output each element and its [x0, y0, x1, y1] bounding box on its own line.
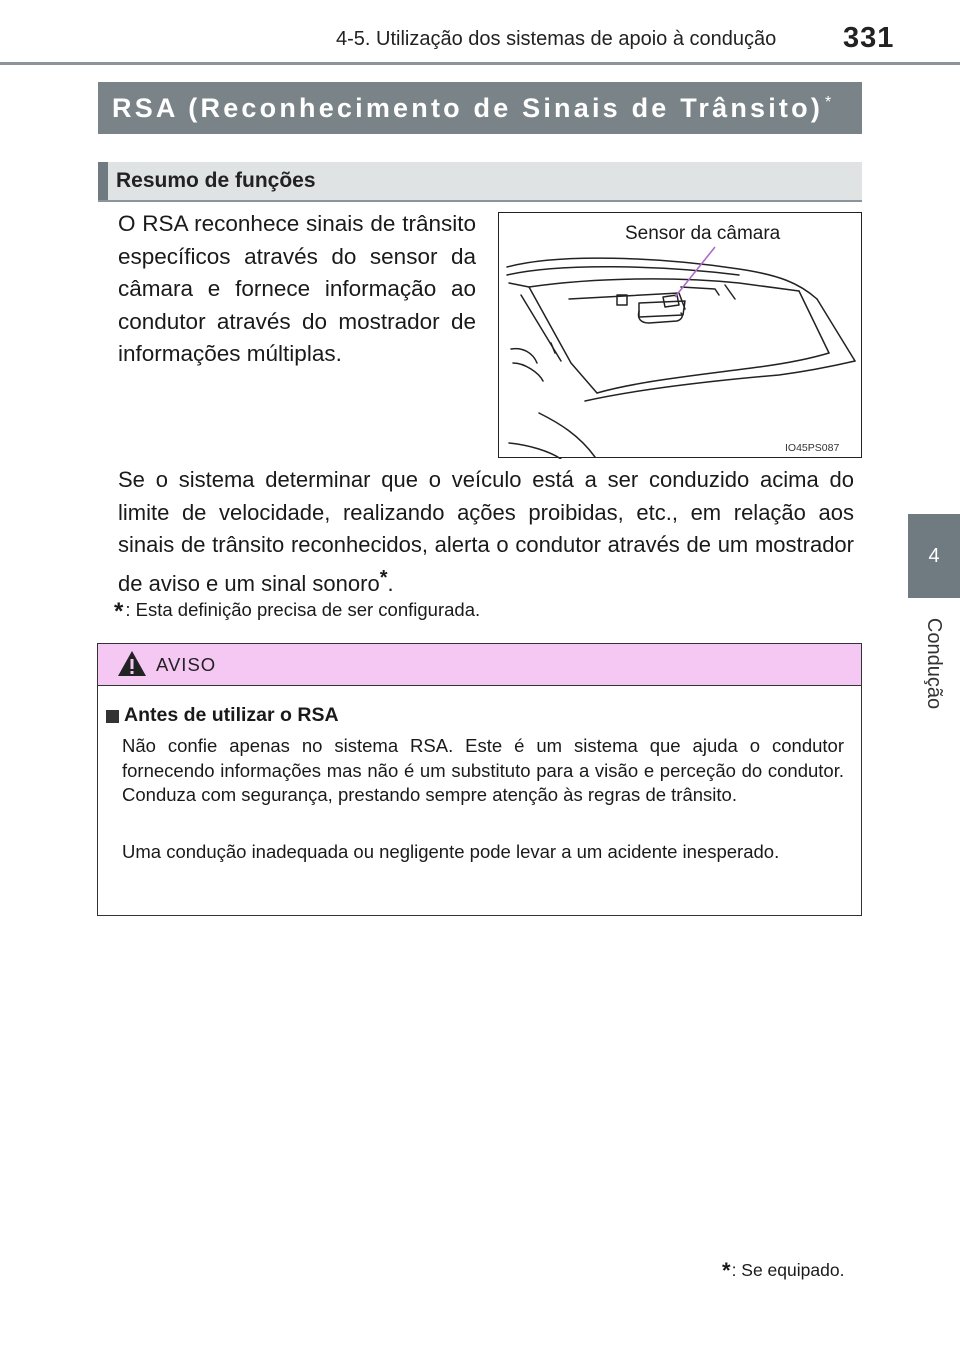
footer-marker: * [722, 1258, 731, 1283]
chapter-label-container [902, 608, 960, 718]
warning-triangle-icon [117, 650, 147, 678]
configuration-footnote [114, 598, 480, 626]
windshield-camera-illustration [498, 212, 862, 458]
page-title-text: RSA (Reconhecimento de Sinais de Trânsito) [112, 92, 824, 123]
section-heading-bar [98, 162, 862, 202]
footer-note: : Se equipado. [731, 1260, 845, 1280]
title-marker: * [825, 93, 835, 111]
intro-paragraph: O RSA reconhece sinais de trânsito específicos através do sensor da câmara e fornece informação ao condutor através do mostrador de informações múltiplas. [118, 211, 476, 366]
square-bullet-icon [106, 710, 119, 723]
footnote-marker: * [114, 598, 124, 625]
chapter-tab [908, 514, 960, 598]
illustration-code: IO45PS087 [785, 442, 840, 454]
camera-sensor-label: Sensor da câmara [625, 223, 781, 244]
section-heading: Resumo de funções [116, 169, 316, 192]
equipped-footnote [722, 1258, 844, 1284]
detail-end: . [387, 570, 394, 596]
page-number: 331 [843, 22, 895, 54]
detail-paragraph [118, 464, 854, 600]
page-title-bar [98, 82, 862, 134]
warning-paragraph-2: Uma condução inadequada ou negligente pode levar a um acidente inesperado. [122, 841, 780, 862]
footnote-text: : Esta definição precisa de ser configurada. [125, 599, 481, 620]
running-header-section: 4-5. Utilização dos sistemas de apoio à condução [336, 28, 777, 50]
page-title [112, 93, 834, 124]
detail-marker: * [379, 566, 388, 589]
windshield-drawing [499, 213, 863, 459]
warning-title: AVISO [156, 654, 217, 675]
detail-paragraph-text: Se o sistema determinar que o veículo está a ser conduzido acima do limite de velocidade, realizando ações proibidas, etc., em relação aos sinais de trânsito reconhecidos, alerta o condutor através de um mostrador de aviso e um sinal sonoro [118, 467, 854, 596]
chapter-number: 4 [928, 544, 940, 567]
warning-paragraph-1: Não confie apenas no sistema RSA. Este é um sistema que ajuda o condutor fornecendo informações mas não é um substituto para a visão e perceção do condutor. Conduza com segurança, prestando sempre atenção às regras de trânsito. [122, 735, 844, 805]
warning-box [97, 643, 862, 916]
section-heading-marker [98, 162, 108, 200]
header-rule [0, 62, 960, 65]
warning-subheading: Antes de utilizar o RSA [124, 704, 339, 726]
chapter-label: Condução [923, 617, 946, 709]
